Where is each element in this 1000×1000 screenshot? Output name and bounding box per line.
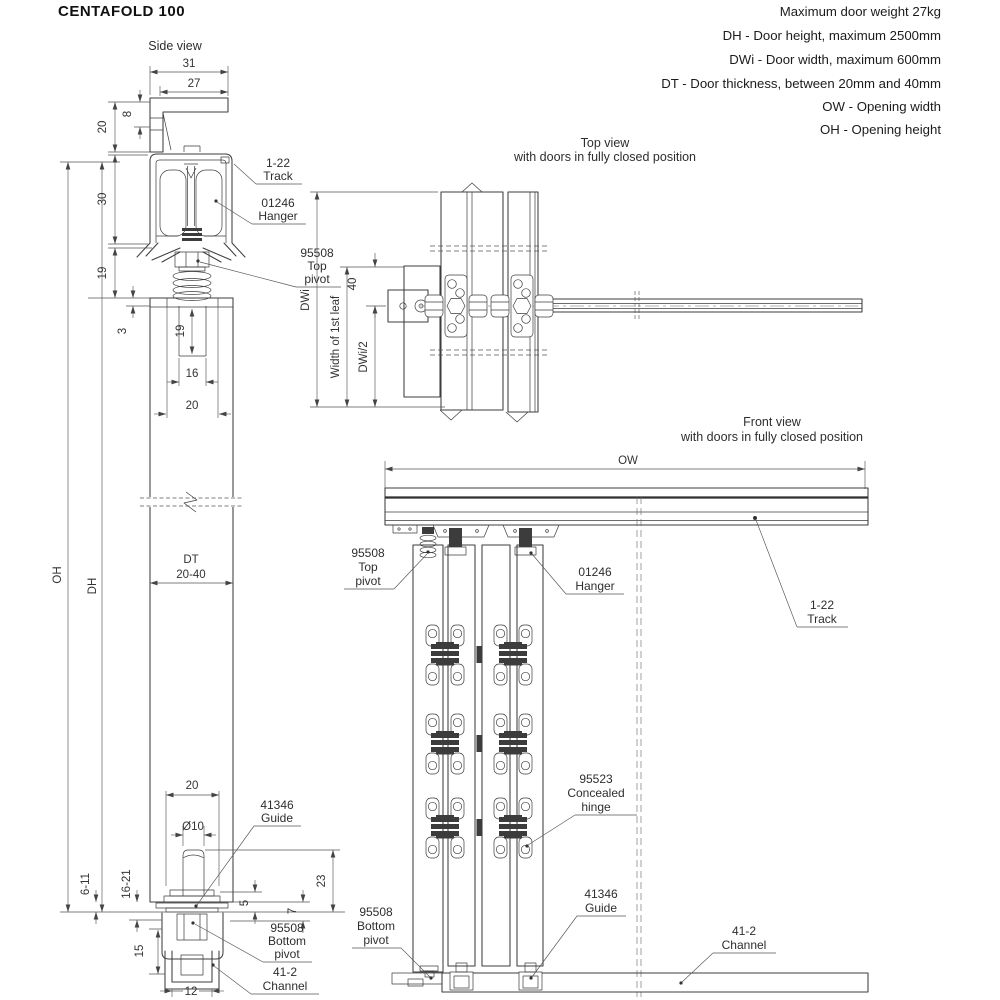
dim-7: 7 [287,907,299,915]
dim-6-11: 6-11 [80,872,92,896]
side-top-pivot [173,252,211,301]
dim-20-mid: 20 [185,400,199,412]
side-door [140,298,243,902]
label-bottom-pivot-line2: Bottom [267,934,307,948]
dim-12: 12 [184,986,198,998]
header [58,3,185,20]
dim-8: 8 [122,110,134,118]
front-label-bottom-pivot-line3: pivot [363,933,389,947]
label-track-name: Track [263,169,293,183]
spec-opening-height: OH - Opening height [820,122,941,137]
dim-ow: OW [618,455,638,467]
front-view [344,415,868,997]
dim-dt-range: 20-40 [176,569,206,581]
label-hanger-code: 01246 [261,196,295,210]
front-door-leaves [413,545,543,972]
side-hanger [152,164,231,262]
spec-opening-width: OW - Opening width [822,99,941,114]
front-label-bottom-pivot-code: 95508 [359,905,393,919]
page-title: CENTAFOLD 100 [58,3,186,20]
front-label-track-name: Track [807,612,837,626]
label-guide-name: Guide [260,811,294,825]
side-view-title: Side view [148,39,202,53]
front-label-track-code: 1-22 [809,598,835,612]
spec-door-thickness: DT - Door thickness, between 20mm and 40mm [661,76,941,91]
dim-5: 5 [239,899,251,907]
dim-oh: OH [52,566,64,584]
label-guide-code: 41346 [260,798,294,812]
front-view-title: Front view [743,415,801,429]
front-label-bottom-pivot-line2: Bottom [356,919,396,933]
spec-door-width: DWi - Door width, maximum 600mm [729,52,941,67]
side-bracket [150,98,228,152]
dim-15: 15 [134,944,146,958]
spec-max-weight: Maximum door weight 27kg [779,4,941,19]
spec-list [661,4,941,137]
top-dimension-lines [317,192,375,407]
front-ow-dimension [385,455,865,489]
front-label-channel-name: Channel [721,938,767,952]
front-label-hinge-line2: Concealed [567,786,625,800]
front-bottom-assembly [392,963,868,992]
spec-door-height: DH - Door height, maximum 2500mm [722,28,941,43]
top-view-title: Top view [580,136,630,150]
front-view-subtitle: with doors in fully closed position [680,430,864,444]
dim-30: 30 [97,192,109,206]
side-view [52,39,345,998]
dim-dwi-half: DWi/2 [358,341,370,373]
front-label-top-pivot-line3: pivot [355,574,381,588]
dim-27: 27 [187,78,201,90]
front-label-top-pivot-code: 95508 [351,546,385,560]
label-top-pivot-line3: pivot [304,272,330,286]
front-label-hinge-code: 95523 [579,772,613,786]
label-channel-name: Channel [262,979,308,993]
dim-19-mortise: 19 [175,324,187,338]
dim-20-bottom: 20 [185,780,199,792]
dim-23: 23 [316,874,328,888]
front-label-hinge-line3: hinge [581,800,611,814]
label-bottom-pivot-code: 95508 [270,921,304,935]
dim-40: 40 [347,277,359,291]
dim-16-21: 16-21 [121,869,133,899]
front-label-channel-code: 41-2 [731,924,757,938]
dim-3: 3 [117,327,129,335]
label-top-pivot-line2: Top [307,259,327,273]
dim-31: 31 [182,58,196,70]
dim-16: 16 [185,368,199,380]
dim-dh: DH [87,577,99,595]
front-label-hanger-code: 01246 [578,565,612,579]
side-track [137,154,245,257]
dim-20-top: 20 [97,120,109,134]
front-label-top-pivot-line2: Top [358,560,378,574]
front-label-guide-name: Guide [584,901,618,915]
label-channel-code: 41-2 [272,965,298,979]
dim-dwi: DWi [300,289,312,311]
dim-width-1st-leaf: Width of 1st leaf [330,295,342,379]
front-label-guide-code: 41346 [584,887,618,901]
dim-diameter-10: Ø10 [182,821,204,833]
front-label-hanger-name: Hanger [575,579,615,593]
label-top-pivot-code: 95508 [300,246,334,260]
label-track-code: 1-22 [265,156,291,170]
top-view-subtitle: with doors in fully closed position [513,150,697,164]
front-part-labels [344,516,848,985]
dim-dt-label: DT [183,554,199,566]
top-view [300,136,862,422]
side-part-labels [191,156,341,994]
label-bottom-pivot-line3: pivot [274,947,300,961]
label-hanger-name: Hanger [258,209,298,223]
top-view-drawing [388,183,862,422]
dim-19-spring: 19 [97,266,109,280]
front-centerline [637,497,641,997]
